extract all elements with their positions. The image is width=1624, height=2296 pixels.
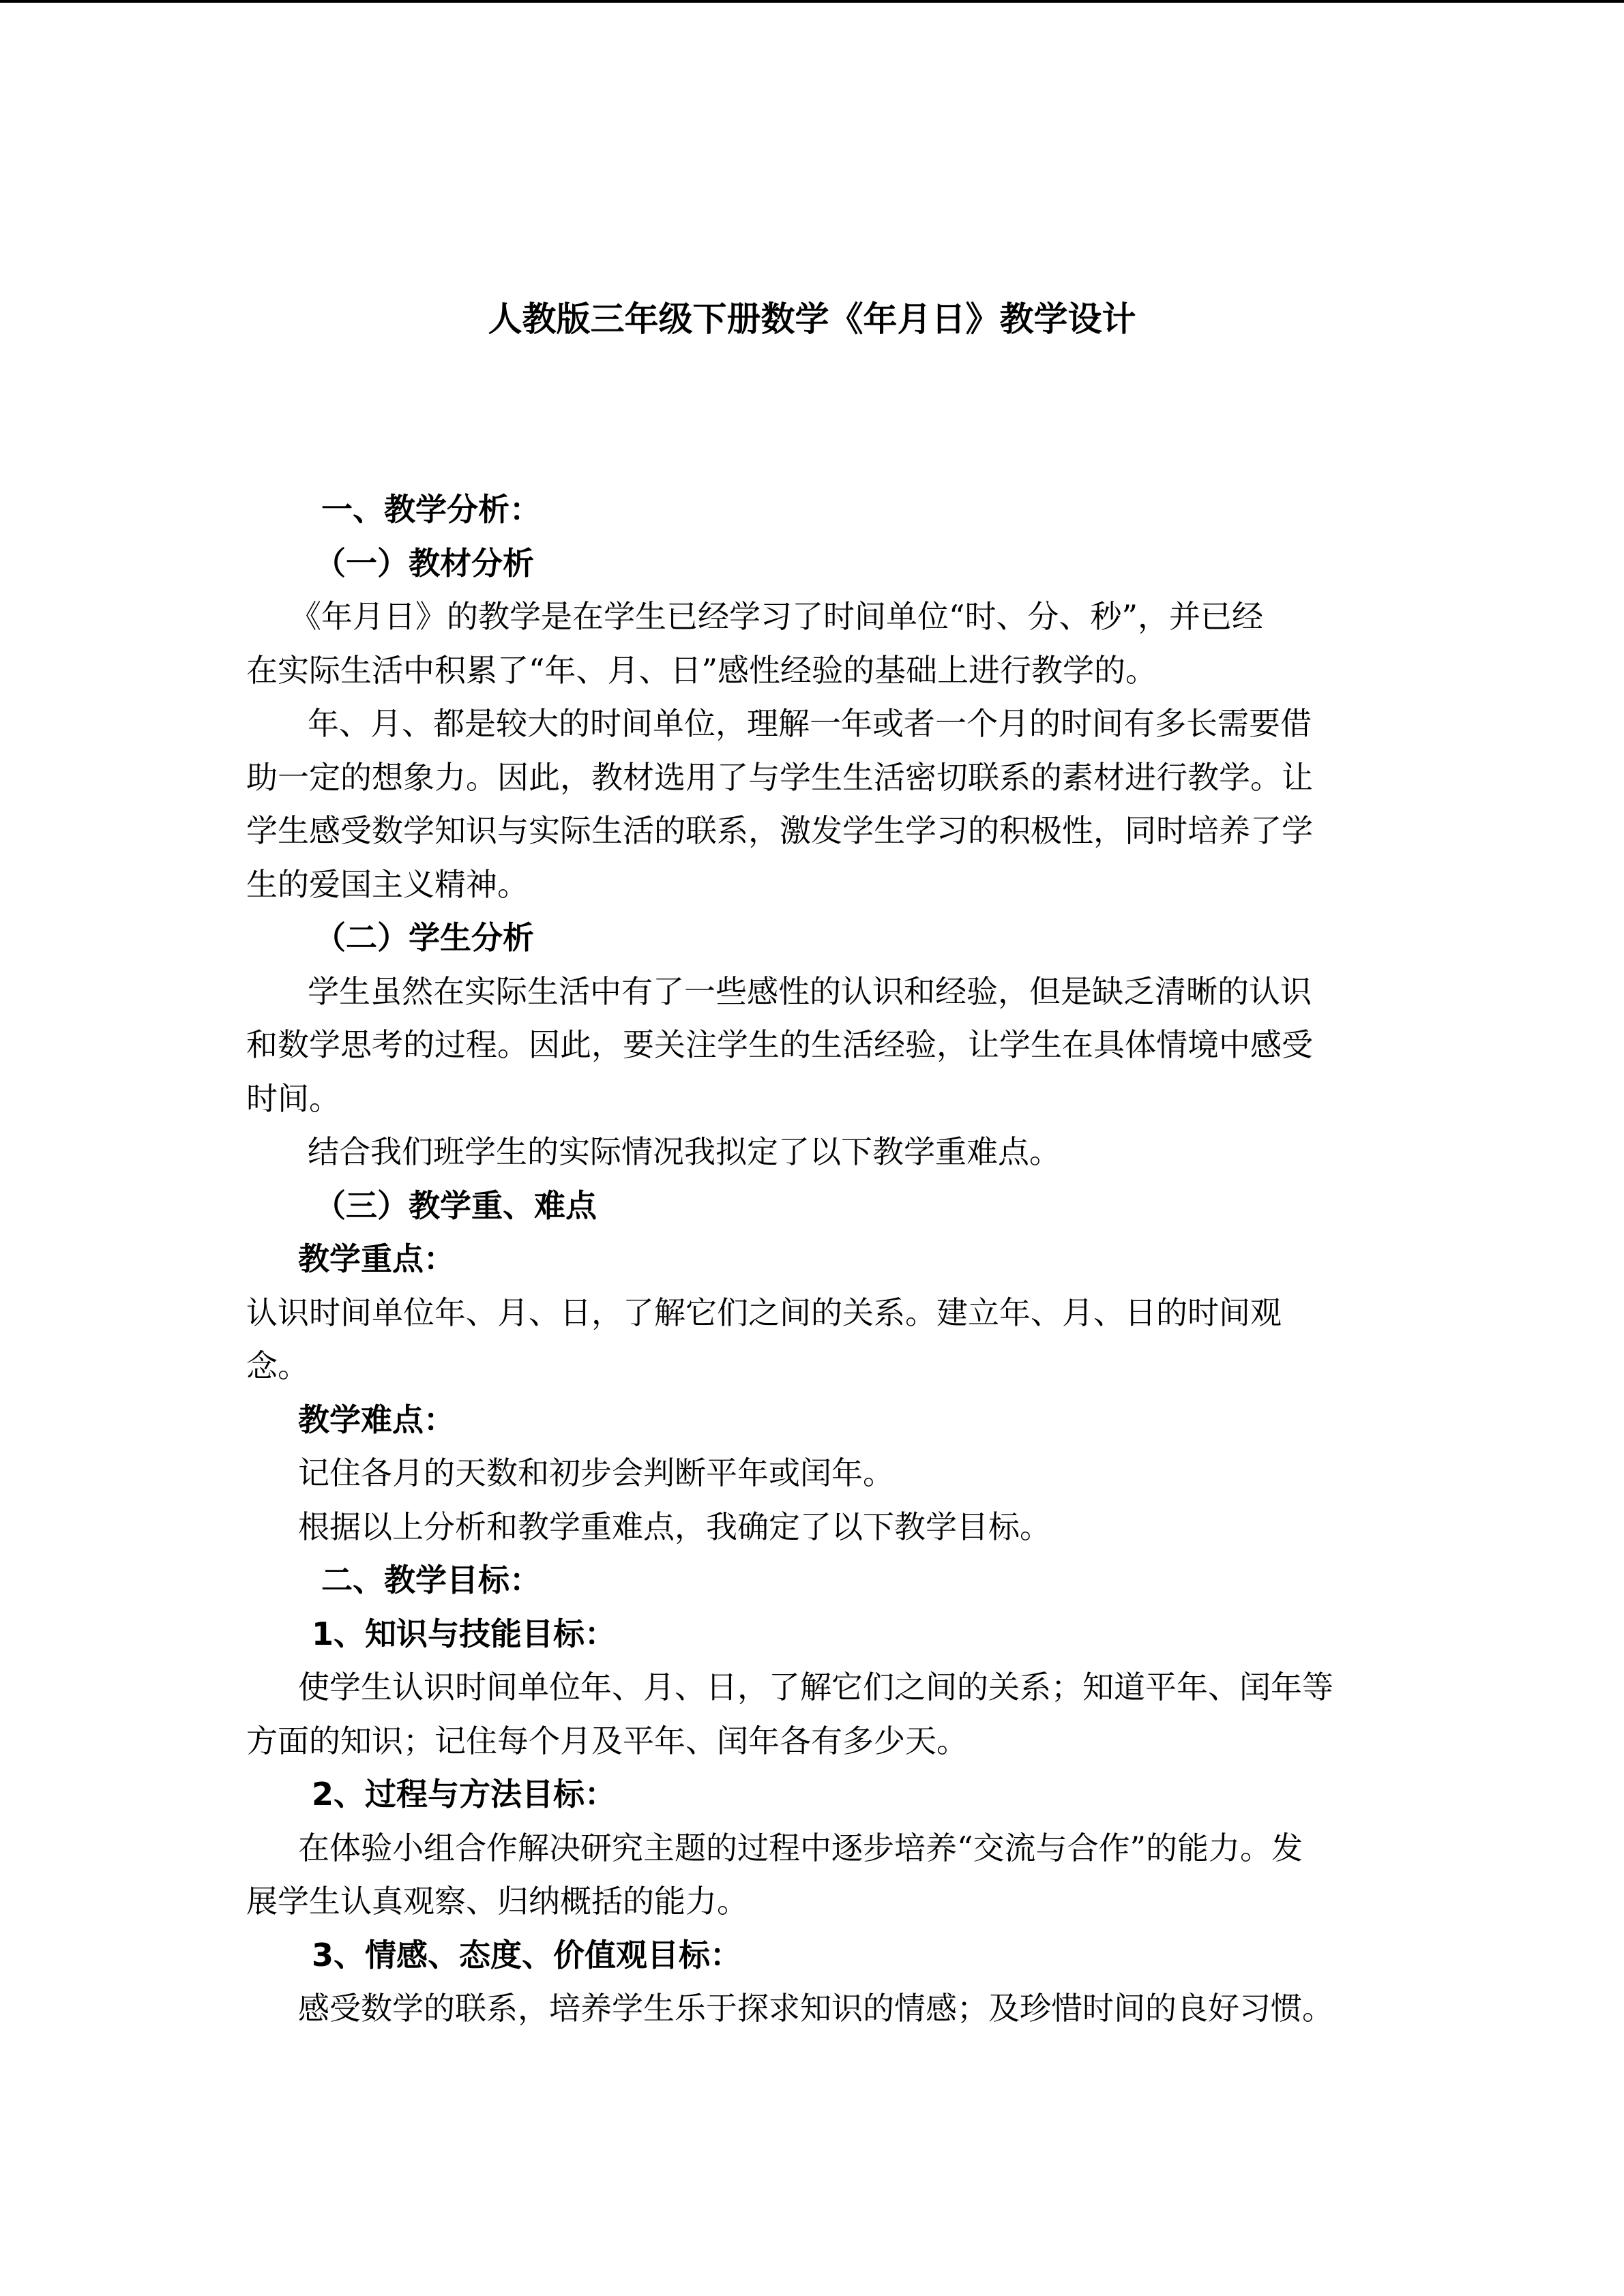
objective-heading: 1、知识与技能目标：	[312, 1615, 617, 1652]
objective-heading: 3、情感、态度、价值观目标：	[312, 1936, 742, 1973]
paragraph-line: 学生感受数学知识与实际生活的联系，激发学生学习的积极性，同时培养了学	[246, 812, 1313, 849]
subsection-heading: （一）教材分析	[314, 544, 534, 582]
paragraph-line: 时间。	[246, 1079, 340, 1117]
paragraph-line: 年、月、都是较大的时间单位，理解一年或者一个月的时间有多长需要借	[308, 705, 1312, 742]
paragraph-line: 结合我们班学生的实际情况我拟定了以下教学重难点。	[308, 1133, 1061, 1170]
objective-heading: 2、过程与方法目标：	[312, 1776, 617, 1813]
paragraph-line: 方面的知识；记住每个月及平年、闰年各有多少天。	[246, 1722, 968, 1759]
paragraph-line: 生的爱国主义精神。	[246, 865, 529, 903]
paragraph-line: 感受数学的联系，培养学生乐于探求知识的情感；及珍惜时间的良好习惯。	[298, 1990, 1333, 2027]
document-title: 人教版三年级下册数学《年月日》教学设计	[488, 299, 1136, 339]
section-heading: 一、教学分析：	[321, 491, 541, 528]
document-body	[246, 483, 1378, 2036]
paragraph-line: 学生虽然在实际生活中有了一些感性的认识和经验，但是缺乏清晰的认识	[308, 972, 1312, 1010]
paragraph-line: 使学生认识时间单位年、月、日，了解它们之间的关系；知道平年、闰年等	[298, 1669, 1333, 1705]
paragraph-line: 展学生认真观察、归纳概括的能力。	[246, 1883, 748, 1920]
top-border-rule	[0, 0, 1624, 3]
section-heading: 二、教学目标：	[321, 1562, 541, 1598]
paragraph-line: 《年月日》的教学是在学生已经学习了时间单位“时、分、秒”，并已经	[290, 598, 1264, 635]
label-heading: 教学难点：	[298, 1401, 455, 1438]
paragraph-line: 根据以上分析和教学重难点，我确定了以下教学目标。	[298, 1508, 1051, 1545]
label-heading: 教学重点：	[298, 1240, 455, 1277]
paragraph-line: 在体验小组合作解决研究主题的过程中逐步培养“交流与合作”的能力。发	[298, 1829, 1303, 1866]
subsection-heading: （二）学生分析	[314, 919, 534, 956]
paragraph-line: 在实际生活中积累了“年、月、日”感性经验的基础上进行教学的。	[246, 651, 1157, 689]
paragraph-line: 念。	[246, 1347, 309, 1384]
subsection-heading: （三）教学重、难点	[314, 1187, 597, 1224]
paragraph-line: 认识时间单位年、月、日，了解它们之间的关系。建立年、月、日的时间观	[246, 1294, 1282, 1331]
paragraph-line: 和数学思考的过程。因此，要关注学生的生活经验，让学生在具体情境中感受	[246, 1026, 1313, 1063]
paragraph-line: 记住各月的天数和初步会判断平年或闰年。	[298, 1455, 894, 1491]
paragraph-line: 助一定的想象力。因此，教材选用了与学生生活密切联系的素材进行教学。让	[246, 758, 1313, 796]
